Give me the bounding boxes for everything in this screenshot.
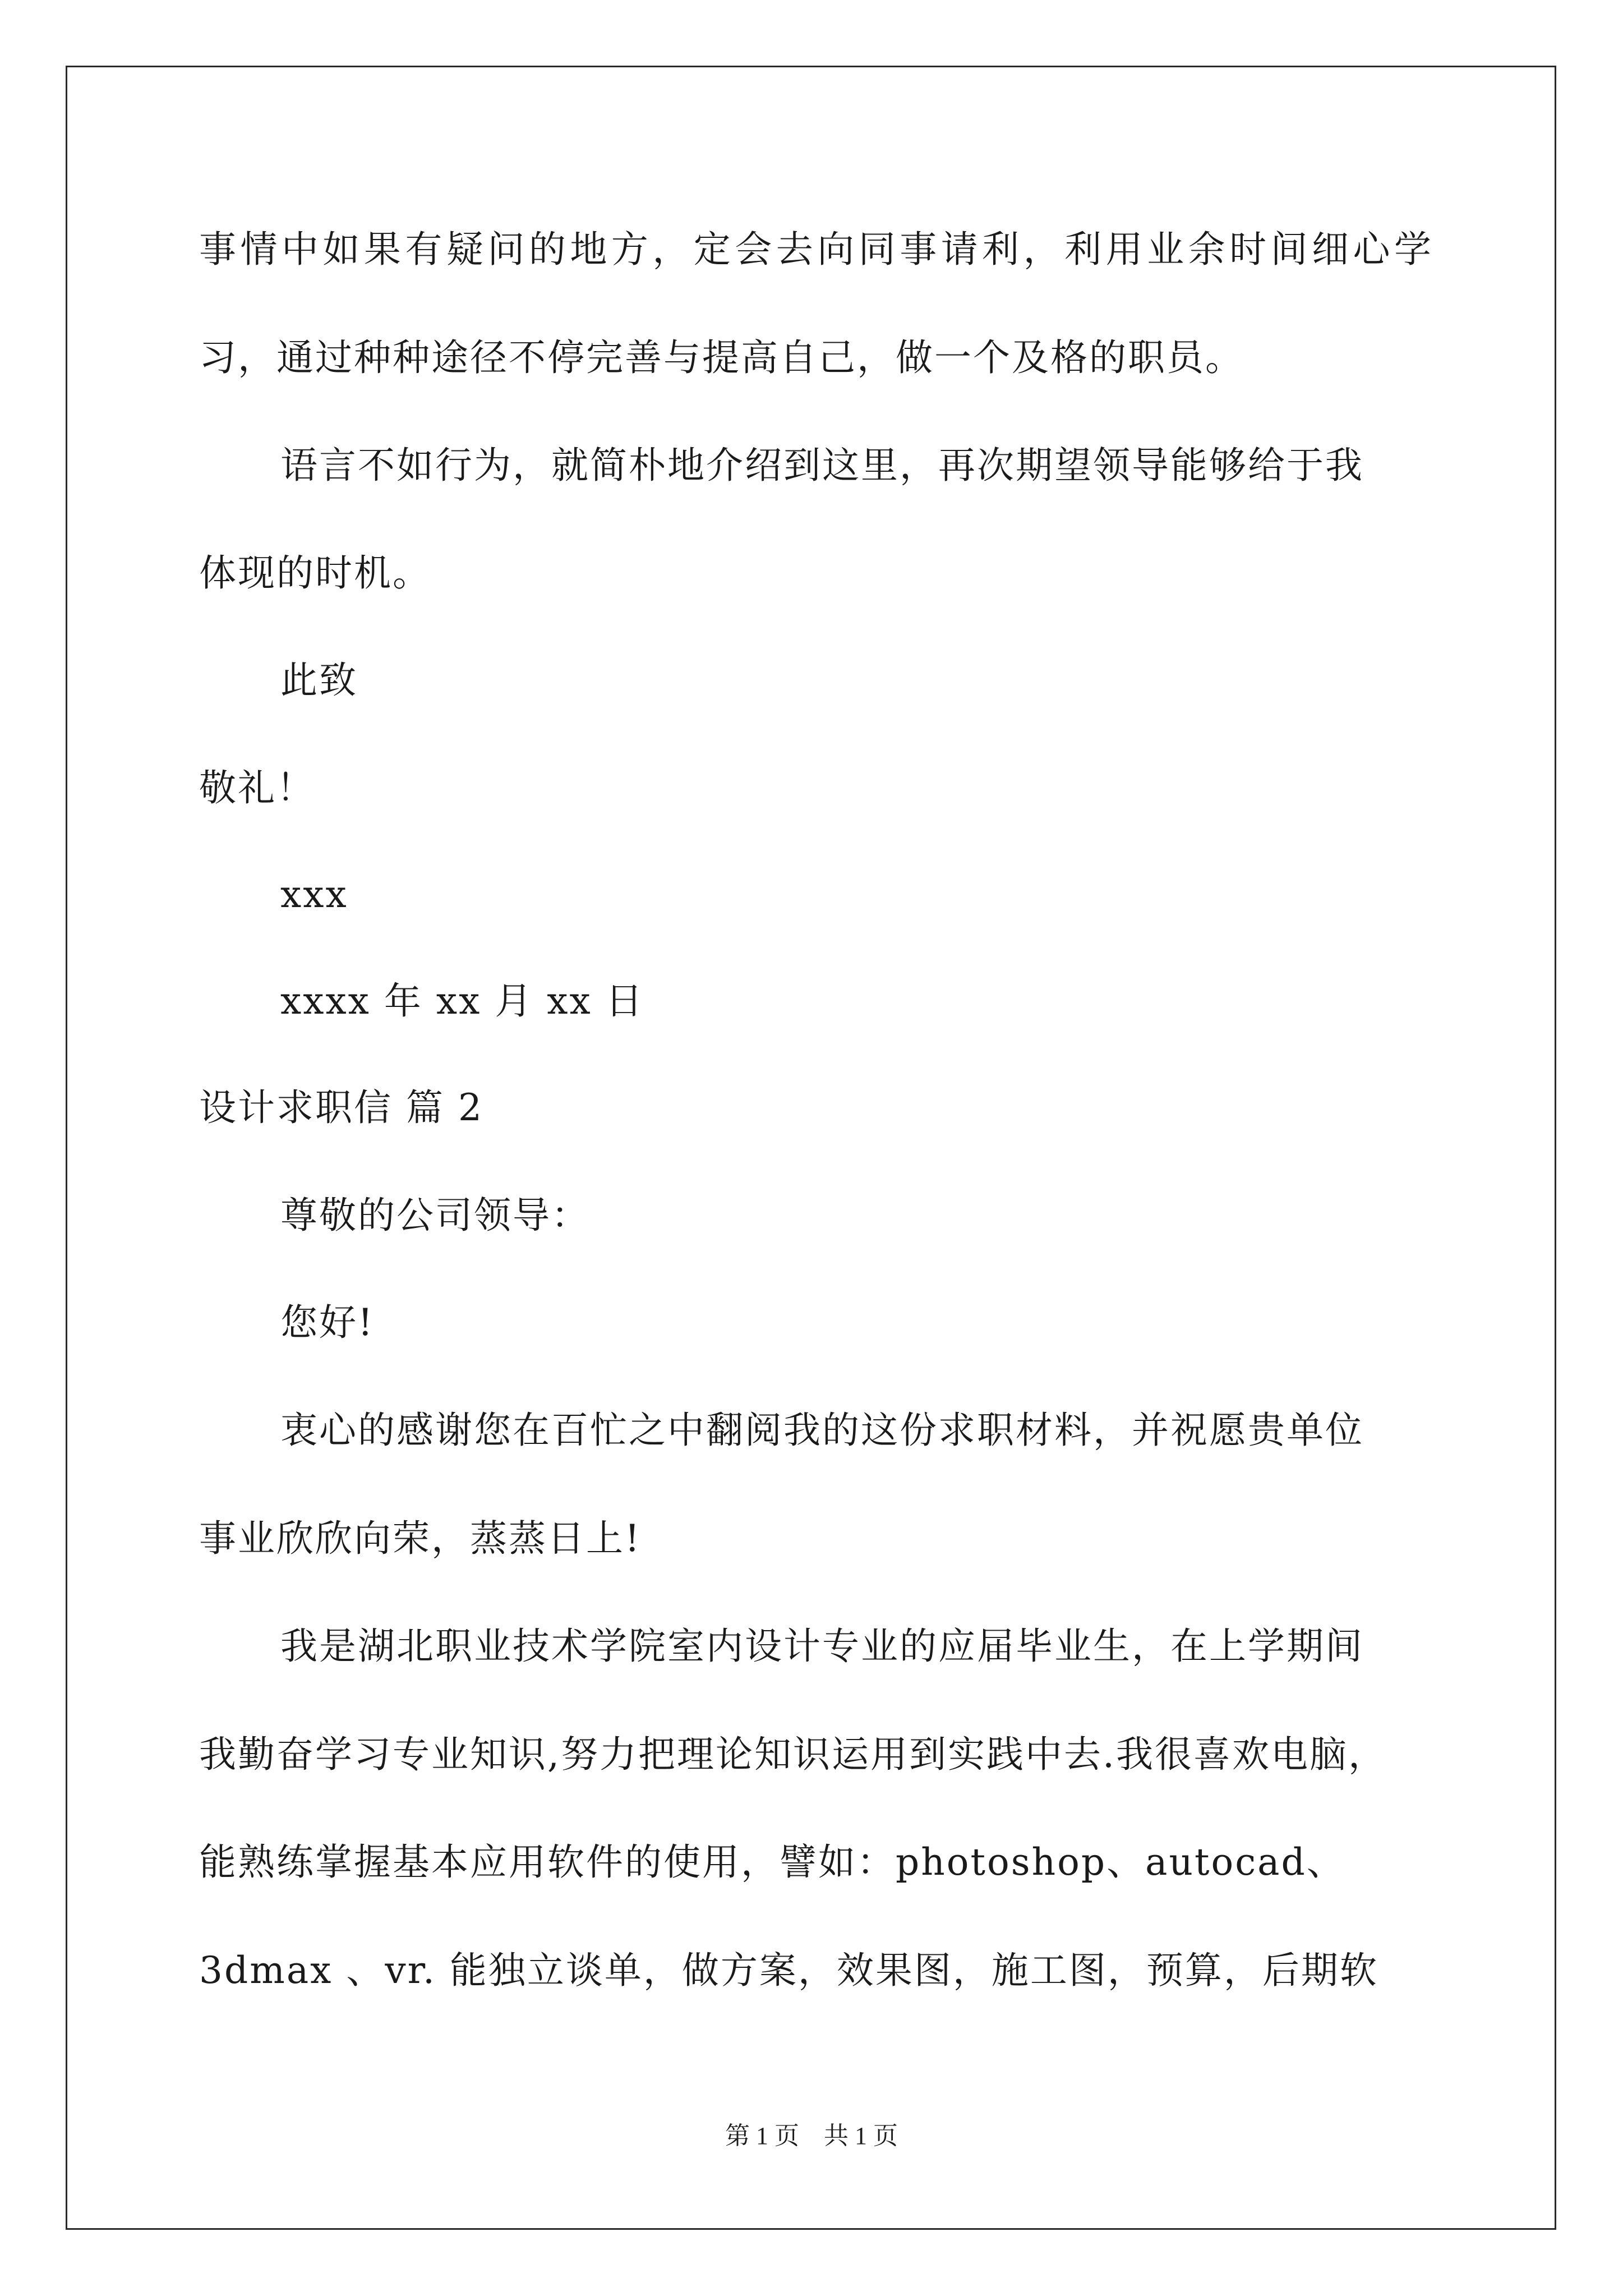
body-line: 我勤奋学习专业知识,努力把理论知识运用到实践中去.我很喜欢电脑，: [199, 1733, 1387, 1776]
body-line: 衷心的感谢您在百忙之中翻阅我的这份求职材料，并祝愿贵单位: [280, 1409, 1364, 1452]
body-line: 3dmax 、vr. 能独立谈单，做方案，效果图，施工图，预算，后期软: [199, 1949, 1378, 1992]
signature-date: xxxx 年 xx 月 xx 日: [280, 979, 644, 1023]
page-footer: 第 1 页 共 1 页: [725, 2122, 898, 2150]
greeting-hello: 您好!: [280, 1301, 375, 1344]
body-line: 语言不如行为，就简朴地介绍到这里，再次期望领导能够给于我: [280, 444, 1364, 487]
page-border: [66, 66, 1556, 2230]
greeting: 尊敬的公司领导：: [280, 1194, 590, 1237]
body-line: 事业欣欣向荣，蒸蒸日上!: [199, 1517, 642, 1560]
body-line: 习，通过种种途径不停完善与提高自己，做一个及格的职员。: [199, 336, 1244, 379]
body-line: 能熟练掌握基本应用软件的使用，譬如：photoshop、autocad、: [199, 1841, 1345, 1884]
body-line: 体现的时机。: [199, 551, 431, 595]
body-line: 我是湖北职业技术学院室内设计专业的应届毕业生，在上学期间: [280, 1625, 1364, 1668]
section-heading: 设计求职信 篇 2: [199, 1086, 483, 1129]
closing-salutation: 此致: [280, 659, 358, 702]
body-line: 事情中如果有疑问的地方，定会去向同事请利，利用业余时间细心学: [199, 228, 1433, 271]
signature-name: xxx: [280, 873, 348, 916]
closing-regards: 敬礼！: [199, 766, 315, 809]
